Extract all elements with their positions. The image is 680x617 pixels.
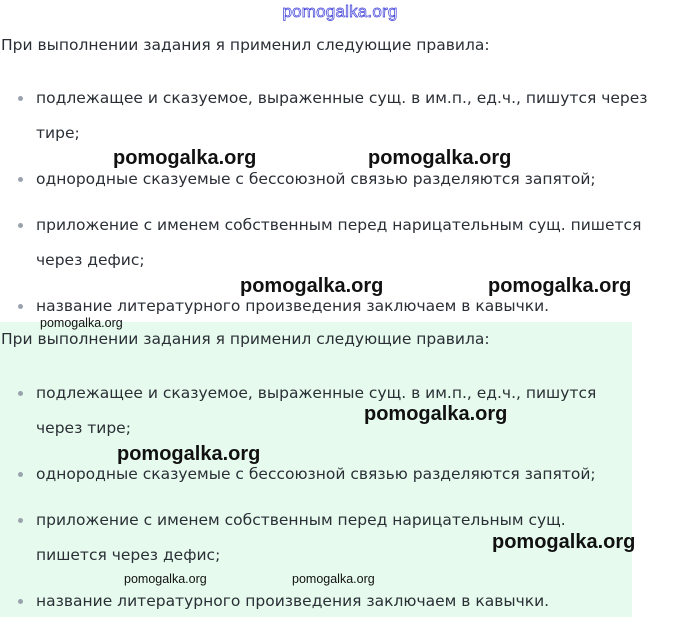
rule-text: однородные сказуемые с бессоюзной связью разделяются запятой; — [36, 465, 596, 483]
top-watermark: pomogalka.org — [282, 2, 398, 21]
watermark: pomogalka.org — [292, 572, 375, 586]
list-item — [0, 208, 680, 278]
intro-text: При выполнении задания я применил следующие правила: — [1, 36, 490, 54]
rule-text: приложение с именем собственным перед нарицательным сущ. пишется через дефис; — [36, 216, 642, 269]
list-item — [0, 584, 632, 617]
rule-text: подлежащее и сказуемое, выраженные сущ. в им.п., ед.ч., пишутся через тире; — [36, 384, 597, 437]
watermark: pomogalka.org — [240, 275, 384, 297]
bullet-icon — [18, 304, 23, 309]
rule-text: название литературного произведения заключаем в кавычки. — [36, 297, 550, 315]
watermark: pomogalka.org — [124, 572, 207, 586]
list-item — [0, 162, 680, 197]
watermark: pomogalka.org — [488, 275, 632, 297]
list-item — [0, 376, 632, 446]
rule-text: название литературного произведения заключаем в кавычки. — [36, 592, 550, 610]
watermark: pomogalka.org — [117, 443, 261, 465]
bullet-icon — [18, 599, 23, 604]
rule-text: приложение с именем собственным перед нарицательным сущ. пишется через дефис; — [36, 511, 566, 564]
watermark: pomogalka.org — [368, 147, 512, 169]
rule-text: подлежащее и сказуемое, выраженные сущ. в им.п., ед.ч., пишутся через тире; — [36, 89, 648, 142]
bullet-icon — [18, 518, 23, 523]
list-item — [0, 81, 680, 151]
bullet-icon — [18, 96, 23, 101]
bullet-icon — [18, 177, 23, 182]
list-item — [0, 457, 632, 492]
watermark: pomogalka.org — [492, 531, 636, 553]
rule-text: однородные сказуемые с бессоюзной связью разделяются запятой; — [36, 170, 596, 188]
watermark: pomogalka.org — [364, 403, 508, 425]
bullet-icon — [18, 472, 23, 477]
bullet-icon — [18, 223, 23, 228]
intro-text: При выполнении задания я применил следующие правила: — [1, 330, 490, 348]
watermark: pomogalka.org — [113, 147, 257, 169]
watermark: pomogalka.org — [40, 316, 123, 330]
bullet-icon — [18, 391, 23, 396]
